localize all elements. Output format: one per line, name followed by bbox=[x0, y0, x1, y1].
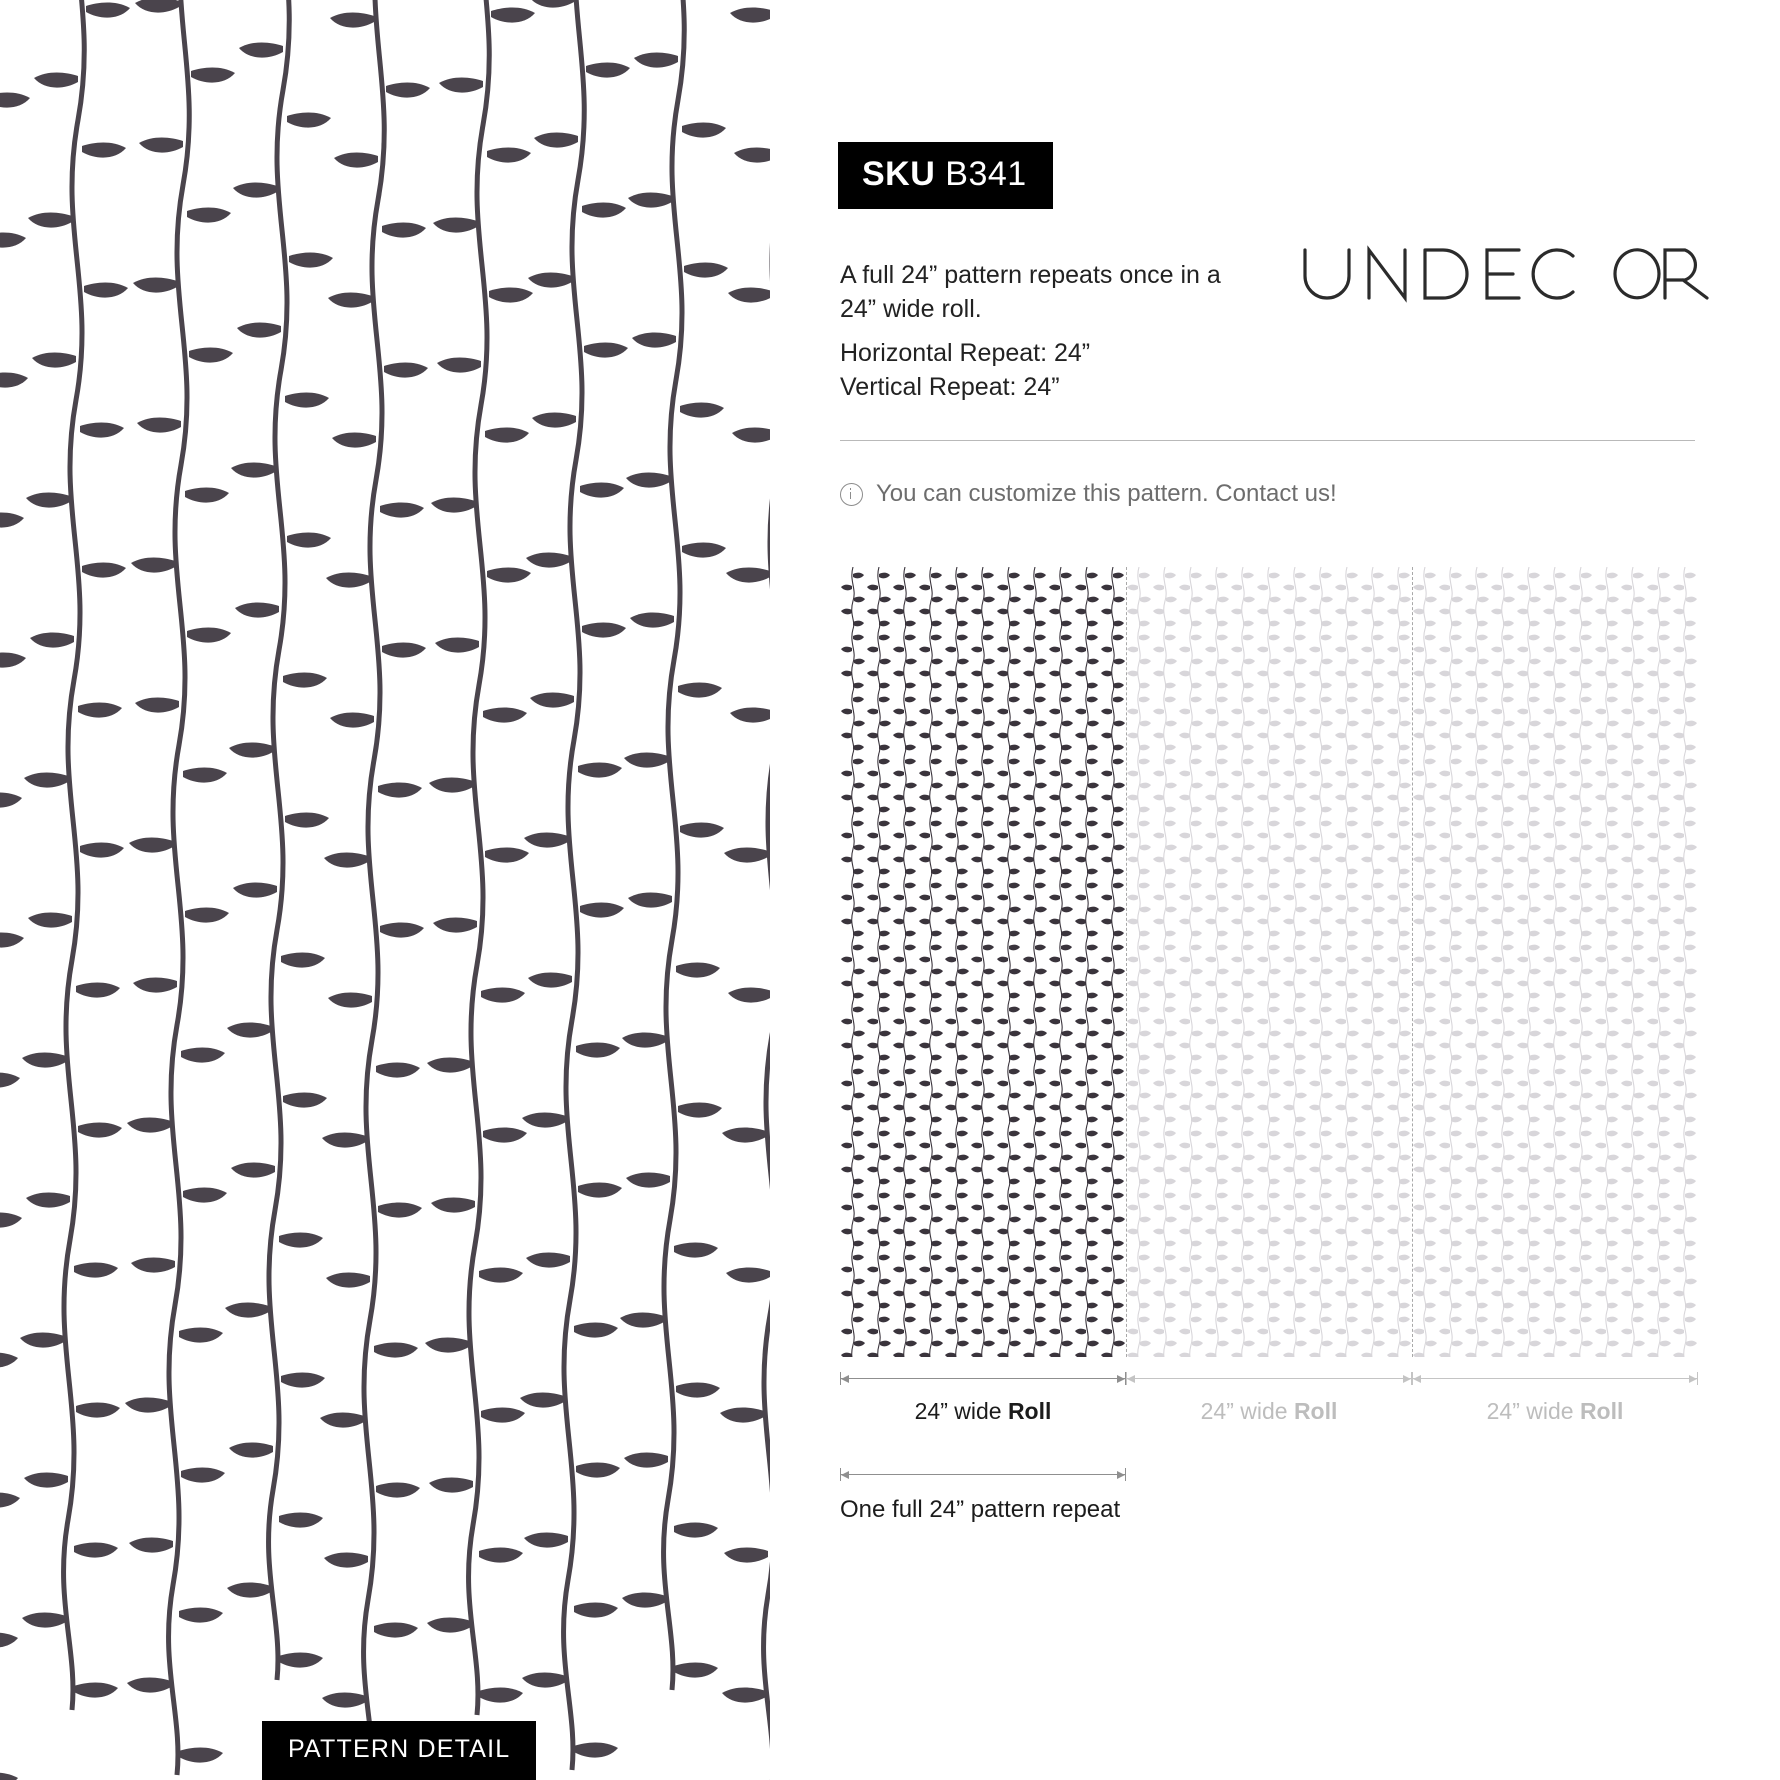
roll-preview-2 bbox=[1126, 567, 1412, 1357]
pattern-detail-artwork bbox=[0, 0, 770, 1780]
info-circle-icon bbox=[840, 483, 863, 506]
roll-caption-2 bbox=[1126, 1398, 1412, 1425]
roll-width-measure-3 bbox=[1412, 1372, 1698, 1386]
roll-caption-2-prefix: 24” wide bbox=[1200, 1398, 1294, 1424]
roll-caption-1-strong: Roll bbox=[1007, 1398, 1052, 1424]
info-panel bbox=[770, 0, 1780, 1780]
customize-note-text: You can customize this pattern. Contact us! bbox=[876, 480, 1337, 507]
roll-caption-2-strong: Roll bbox=[1293, 1398, 1338, 1424]
roll-separator-2 bbox=[1412, 567, 1414, 1357]
roll-pattern-3 bbox=[1412, 567, 1698, 1357]
roll-pattern-2 bbox=[1126, 567, 1412, 1357]
vertical-repeat: Vertical Repeat: 24” bbox=[840, 373, 1060, 401]
sku-label: SKU bbox=[862, 155, 936, 193]
roll-width-measure-1 bbox=[840, 1372, 1126, 1386]
roll-preview-3 bbox=[1412, 567, 1698, 1357]
roll-pattern-1 bbox=[840, 567, 1126, 1357]
section-divider bbox=[840, 440, 1695, 441]
roll-preview-1 bbox=[840, 567, 1126, 1357]
roll-width-measure-2 bbox=[1126, 1372, 1412, 1386]
roll-caption-1-prefix: 24” wide bbox=[914, 1398, 1008, 1424]
pattern-detail-panel bbox=[0, 0, 770, 1780]
roll-caption-3-strong: Roll bbox=[1579, 1398, 1624, 1424]
sku-value: B341 bbox=[945, 155, 1027, 193]
pattern-repeat-caption: One full 24” pattern repeat bbox=[840, 1496, 1121, 1523]
repeat-measurements bbox=[840, 336, 1300, 404]
repeat-description: A full 24” pattern repeats once in a 24” wide roll. bbox=[840, 261, 1221, 323]
ondecor-logo bbox=[1297, 240, 1717, 310]
sku-badge bbox=[838, 142, 1053, 209]
roll-caption-1 bbox=[840, 1398, 1126, 1425]
rolls-preview bbox=[840, 567, 1698, 1357]
roll-separator-1 bbox=[1126, 567, 1128, 1357]
roll-caption-3-prefix: 24” wide bbox=[1486, 1398, 1580, 1424]
pattern-detail-badge: PATTERN DETAIL bbox=[262, 1721, 536, 1780]
pattern-repeat-measure bbox=[840, 1468, 1126, 1482]
customize-note[interactable] bbox=[840, 480, 1337, 508]
roll-caption-3 bbox=[1412, 1398, 1698, 1425]
horizontal-repeat: Horizontal Repeat: 24” bbox=[840, 339, 1091, 367]
